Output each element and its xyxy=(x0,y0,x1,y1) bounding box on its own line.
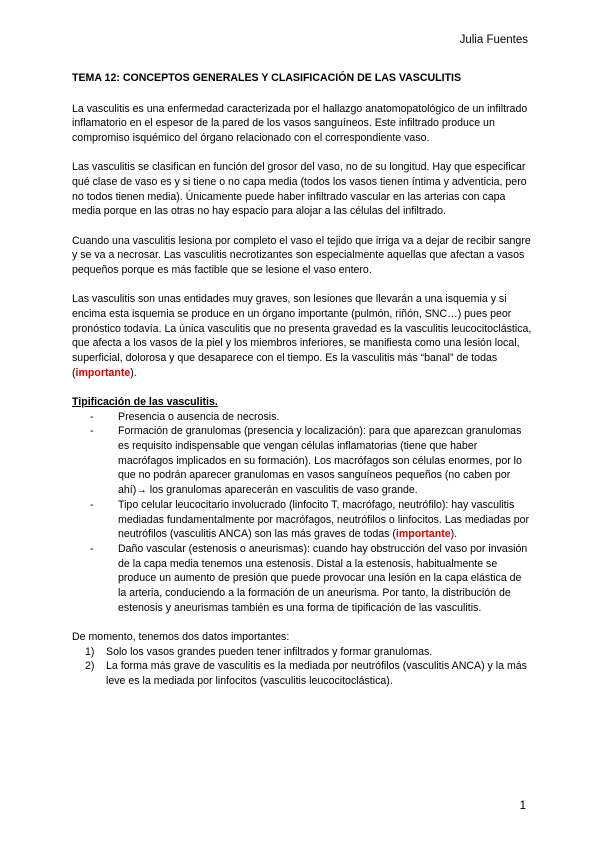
list-item xyxy=(85,659,532,688)
list-number: 1) xyxy=(85,645,95,658)
section-heading: Tipificación de las vasculitis. xyxy=(72,395,218,408)
paragraph-severity-text: Las vasculitis son unas entidades muy graves, son lesiones que llevarán a una isquemia y si encima esta isquemia se produce en un órgano importante (pulmón, riñón, SNC…) pues peor pronóstico todavía. La única vasculitis que no presenta gravedad es la vasculitis leucocitoclástica, que afecta a los vasos de la piel y los miembros inferiores, se manifiesta como una lesión local, superficial, dolorosa y que desaparece con el tiempo. Es la vasculitis más “banal” de todas ( xyxy=(72,293,532,379)
page-title: TEMA 12: CONCEPTOS GENERALES Y CLASIFICACIÓN DE LAS VASCULITIS xyxy=(72,72,462,84)
paragraph-classification: Las vasculitis se clasifican en función del grosor del vaso, no de su longitud. Hay que especificar qué clase de vaso es y si tiene o no capa media (todos los vasos tienen íntima y adventicia, pero no todos tienen media). Únicamente puede haber infiltrado vascular en las arterias con capa media porque en las otras no hay espacio para alojar a las células del infiltrado. xyxy=(72,161,527,218)
header-author: Julia Fuentes xyxy=(459,34,528,46)
document-body xyxy=(72,71,532,689)
paragraph-necrosis: Cuando una vasculitis lesiona por completo el vaso el tejido que irriga va a dejar de recibir sangre y se va a necrosar. Las vasculitis necrotizantes son especialmente aquellas que afectan a vasos pequeños porque es más factible que se lesione el vaso entero. xyxy=(72,234,531,277)
list-item-text: La forma más grave de vasculitis es la mediada por neutrófilos (vasculitis ANCA) y la más leve es la mediada por linfocitos (vasculitis leucocitoclástica). xyxy=(106,660,527,688)
list-item xyxy=(118,410,532,425)
typification-list xyxy=(72,410,532,616)
list-item-text: Presencia o ausencia de necrosis. xyxy=(118,410,280,423)
list-item xyxy=(118,424,532,498)
list-item xyxy=(118,542,532,616)
list-item-text: Daño vascular (estenosis o aneurismas): cuando hay obstrucción del vaso por invasión de la capa media tenemos una estenosis. Distal a la estenosis, habitualmente se produce un aumento de presión que puede provocar una lesión en la capa elástica de la arteria, conduciendo a la formación de un aneurisma. Por tanto, la distribución de estenosis y aneurismas también es una forma de tipificación de las vasculitis. xyxy=(118,542,528,614)
paragraph-definition: La vasculitis es una enfermedad caracterizada por el hallazgo anatomopatológico de un infiltrado inflamatorio en el espesor de la pared de los vasos sanguíneos. Este infiltrado produce un compromiso isquémico del órgano relacionado con el correspondiente vaso. xyxy=(72,102,528,145)
list-item-text: Tipo celular leucocitario involucrado (linfocito T, macrófago, neutrófilo): hay vasculitis mediadas fundamentalmente por macrófagos, neutrófilos o linfocitos. Las mediadas por neutrófilos (vasculitis ANCA) son las más graves de todas ( xyxy=(118,498,530,541)
important-highlight: importante xyxy=(75,366,131,379)
list-item-text: Solo los vasos grandes pueden tener infiltrados y formar granulomas. xyxy=(106,645,433,658)
list-number: 2) xyxy=(85,660,95,673)
list-item xyxy=(118,498,532,542)
list-item-end: ). xyxy=(450,528,458,541)
page-number: 1 xyxy=(519,800,526,812)
conclusion-list xyxy=(72,645,532,689)
paragraph-severity-end: ). xyxy=(130,366,137,379)
conclusion-intro: De momento, tenemos dos datos importantes: xyxy=(72,631,290,643)
list-item xyxy=(85,645,532,660)
paragraph-severity xyxy=(72,292,532,380)
list-item-text: Formación de granulomas (presencia y localización): para que aparezcan granulomas es requisito indispensable que vengan células inflamatorias (tiene que haber macrófagos implicados en su formación). Los macrófagos son células enormes, por lo que no podrán aparecer granulomas en vasos sanguíneos pequeños (no caben por ahí)→ los granulomas aparecerán en vasculitis de vaso grande. xyxy=(118,425,522,497)
important-highlight: importante xyxy=(395,528,451,541)
